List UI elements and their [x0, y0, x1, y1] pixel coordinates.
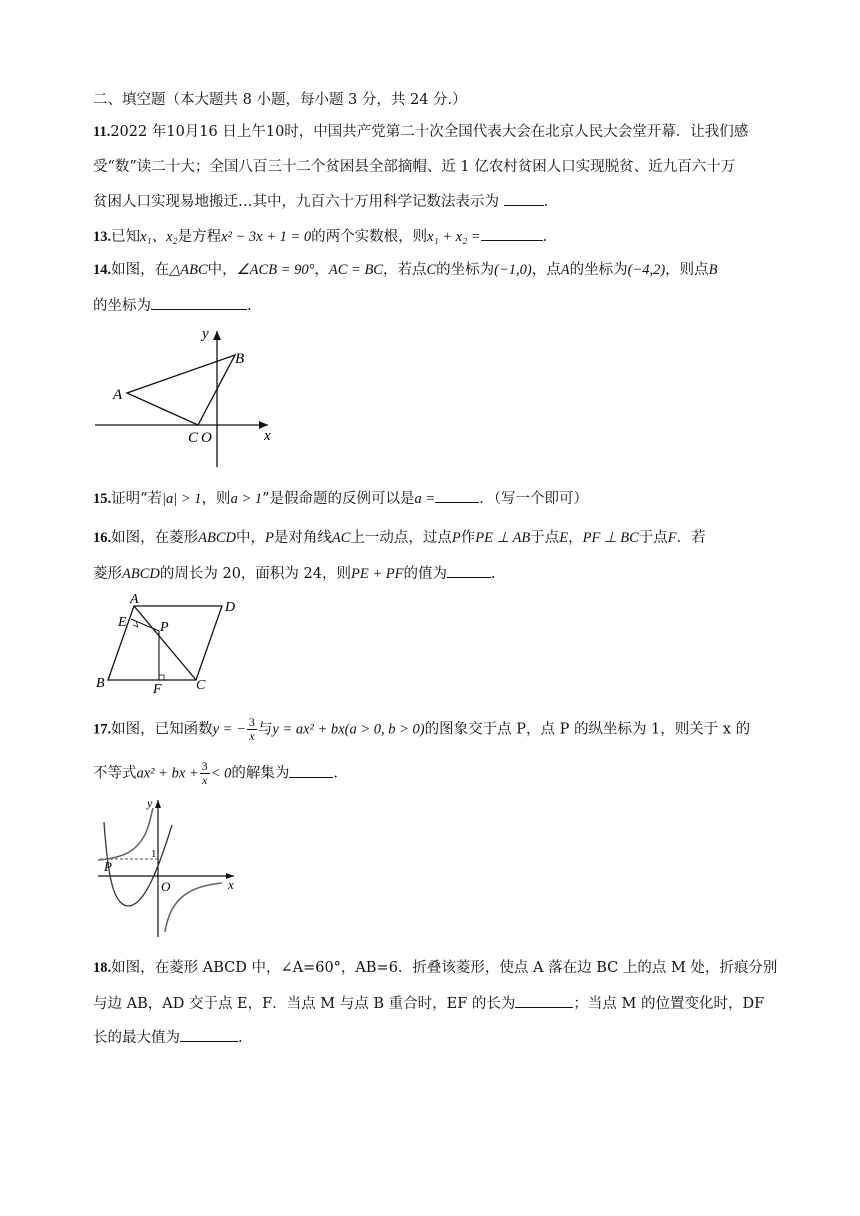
q16-label-e: E [118, 615, 127, 630]
q16-p2: P [451, 530, 461, 546]
q17-number: 17. [93, 721, 112, 738]
q14-sep: ， [314, 262, 329, 278]
q14-angle: ∠ACB = 90° [236, 262, 315, 278]
q17-hyperbola-right [165, 883, 222, 932]
q15-number: 15. [93, 491, 112, 507]
q16-label-d: D [225, 600, 236, 615]
q14-label-o: O [201, 430, 212, 446]
q11-number: 11. [93, 124, 111, 140]
q17-ineq-a: ax² + bx + [136, 765, 199, 782]
q17-frac1-den: x [249, 729, 255, 743]
q18-answer-blank-2[interactable] [180, 1027, 238, 1042]
q14-pt-b: B [708, 262, 718, 278]
q16-t10: 菱形 [93, 566, 122, 582]
q16-t8: 于点 [638, 530, 668, 546]
q18-number: 18. [93, 960, 112, 976]
q16-t6: 于点 [530, 530, 560, 546]
q16-t4: 上一动点，过点 [350, 530, 452, 546]
q16-label-b: B [96, 676, 105, 691]
q15-cond: a > 1 [230, 491, 263, 507]
q13-period: . [542, 229, 548, 245]
q16-perp2: PF ⊥ BC [582, 530, 639, 546]
q17-t5: 的解集为 [231, 765, 290, 782]
q17-y1: y = − [212, 721, 246, 738]
q13-vars: x₁、x₂ [140, 229, 178, 245]
q14-label-c: C [188, 430, 199, 446]
q16-sum: PE + PF [350, 566, 404, 582]
q17-frac2-num: 3 [201, 759, 208, 773]
q14-text-c: ，若点 [382, 262, 427, 278]
q14-text-line2: 的坐标为 [93, 298, 151, 314]
q13-text-b: 是方程 [177, 229, 222, 245]
q16-t5: 作 [460, 530, 476, 546]
q14-label-a: A [113, 387, 123, 403]
q14-text-g: ，则点 [665, 262, 709, 278]
q17-ineq-b: < 0 [210, 765, 232, 782]
q16-t7: ， [568, 530, 583, 546]
q15-text-d: ．（写一个即可） [479, 491, 588, 507]
q16-label-a: A [130, 592, 139, 607]
q15-text-a: 证明“若 [111, 491, 163, 507]
q17-label-p: P [104, 859, 112, 874]
q14-text-e: ，点 [531, 262, 561, 278]
q18-text-line2b: ；当点 M 的位置变化时，DF [573, 996, 765, 1012]
q18-answer-blank-1[interactable] [515, 993, 573, 1008]
q16-perp1: PE ⊥ AB [475, 530, 531, 546]
q16-abcd2: ABCD [122, 566, 160, 582]
q17-t1: 如图，已知函数 [111, 721, 213, 738]
q17-t3: 的图象交于点 P，点 P 的纵坐标为 1，则关于 x 的 [424, 721, 751, 738]
q15-text-c: ”是假命题的反例可以是 [262, 491, 415, 507]
q17-label-o: O [161, 879, 171, 894]
q14-coord-a: (−4,2) [627, 262, 666, 278]
q17-t2: 与 [257, 721, 273, 738]
q17-frac2-den: x [202, 773, 208, 787]
q16-label-p: P [160, 620, 169, 635]
q18-text-line2a: 与边 AB，AD 交于点 E，F．当点 M 与点 B 重合时，EF 的长为 [93, 996, 516, 1012]
q18-line2 [93, 993, 764, 1014]
q18-line3 [93, 1027, 243, 1048]
q16-f: F [667, 530, 677, 546]
q18-period: . [238, 1030, 243, 1046]
q17-label-one: 1 [151, 848, 157, 860]
q15-eq: a = [414, 491, 436, 507]
q13-text-c: 的两个实数根，则 [311, 229, 428, 245]
q15-abs: |a| > 1 [162, 491, 202, 507]
q14-triangle: △ABC [169, 262, 208, 278]
section-header: 二、填空题（本大题共 8 小题，每小题 3 分，共 24 分.） [93, 92, 467, 108]
q16-p: P [264, 530, 274, 546]
q16-label-f: F [153, 682, 162, 697]
q14-text-a: 如图，在 [111, 262, 170, 278]
q14-label-y: y [202, 326, 209, 342]
q18-text-line1: 如图，在菱形 ABCD 中，∠A=60°，AB=6．折叠该菱形，使点 A 落在边 BC 上的点 M 处，折痕分别 [111, 960, 778, 976]
q16-period: . [490, 566, 496, 582]
q16-t3: 是对角线 [273, 530, 332, 546]
q13-text-a: 已知 [111, 229, 141, 245]
q14-text-b: 中， [207, 262, 237, 278]
q16-e: E [559, 530, 569, 546]
q14-pt-c: C [426, 262, 437, 278]
q11-line2: 受“数”读二十大；全国八百三十二个贫困县全部摘帽、近 1 亿农村贫困人口实现脱贫、近九百六十万 [93, 159, 736, 175]
q11-period: . [543, 194, 549, 210]
q16-ac: AC [331, 530, 351, 546]
q14-label-x: x [264, 428, 271, 444]
q13-equation: x² − 3x + 1 = 0 [221, 229, 312, 245]
q17-y2: y = ax² + bx [272, 721, 345, 738]
q16-label-c: C [196, 678, 206, 693]
q18-line1 [93, 958, 777, 978]
q17-frac1-num: 3 [248, 715, 255, 729]
q14-coord-c: (−1,0) [494, 262, 532, 278]
q17-t4: 不等式 [93, 765, 137, 782]
q14-text-d: 的坐标为 [436, 262, 495, 278]
q17-cond: (a > 0, b > 0) [344, 721, 425, 738]
q16-number: 16. [93, 530, 112, 546]
q17-label-y: y [147, 796, 153, 810]
q16-t11: 的周长为 20，面积为 24，则 [159, 566, 351, 582]
q18-text-line3: 长的最大值为 [93, 1030, 180, 1046]
q14-pt-a: A [560, 262, 570, 278]
q14-eq: AC = BC [328, 262, 383, 278]
q16-abcd: ABCD [198, 530, 236, 546]
q14-period: . [247, 298, 252, 314]
q13-number: 13. [93, 229, 112, 245]
q17-period: . [333, 765, 338, 782]
q16-t1: 如图，在菱形 [111, 530, 199, 546]
q11-text-line1: 2022 年10月16 日上午10时，中国共产党第二十次全国代表大会在北京人民大会堂开幕．让我们感 [110, 124, 749, 140]
q13-expr: x₁ + x₂ = [427, 229, 481, 245]
q14-number: 14. [93, 262, 112, 278]
q17-y-arrow [155, 800, 161, 808]
q14-text-f: 的坐标为 [569, 262, 628, 278]
q11-text-line3: 贫困人口实现易地搬迁…其中，九百六十万用科学记数法表示为 [93, 194, 499, 210]
q16-t9: ．若 [676, 530, 706, 546]
q15-text-b: ，则 [201, 491, 231, 507]
q16-t12: 的值为 [403, 566, 447, 582]
q14-label-b: B [235, 351, 245, 367]
q17-label-x: x [228, 877, 234, 892]
q16-t2: 中， [235, 530, 265, 546]
